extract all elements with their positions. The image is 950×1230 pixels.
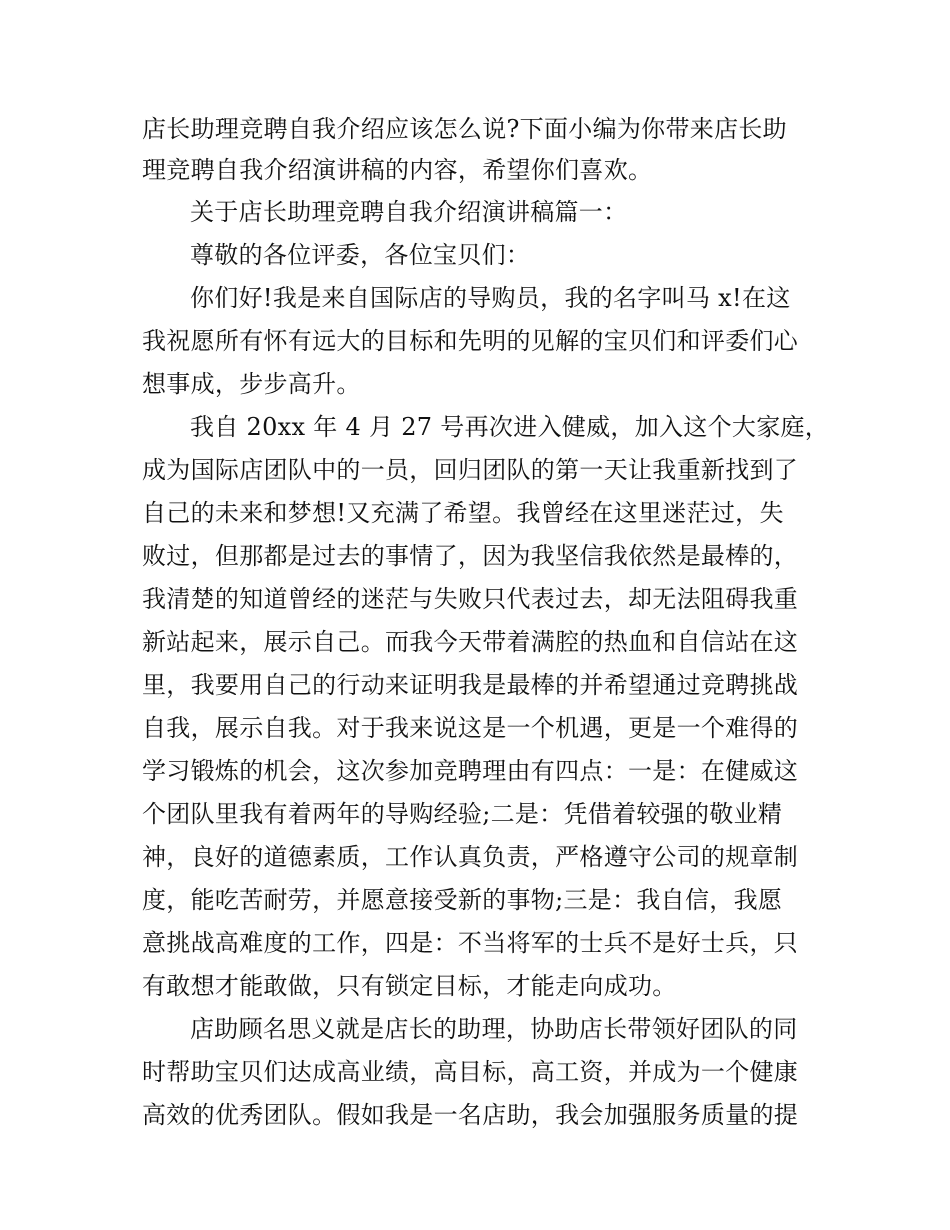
text-line: 神，良好的道德素质，工作认真负责，严格遵守公司的规章制 [142,843,799,871]
text-line: 我祝愿所有怀有远大的目标和先明的见解的宝贝们和评委们心 [142,327,799,355]
text-line: 我清楚的知道曾经的迷茫与失败只代表过去，却无法阻碍我重 [142,585,799,613]
text-line: 自我，展示自我。对于我来说这是一个机遇，更是一个难得的 [142,714,799,742]
text-line: 有敢想才能敢做，只有锁定目标，才能走向成功。 [142,972,677,1000]
section-heading: 关于店长助理竞聘自我介绍演讲稿篇一： [190,198,628,226]
text-line: 新站起来，展示自己。而我今天带着满腔的热血和自信站在这 [142,628,799,656]
text-line: 店助顾名思义就是店长的助理，协助店长带领好团队的同 [190,1015,798,1043]
text-line: 店长助理竞聘自我介绍应该怎么说?下面小编为你带来店长助 [142,115,787,143]
text-line: 成为国际店团队中的一员，回归团队的第一天让我重新找到了 [142,456,799,484]
text-line: 理竞聘自我介绍演讲稿的内容，希望你们喜欢。 [142,156,653,184]
text-line: 意挑战高难度的工作，四是：不当将军的士兵不是好士兵，只 [142,929,799,957]
salutation: 尊敬的各位评委，各位宝贝们： [190,241,531,269]
text-line: 时帮助宝贝们达成高业绩，高目标，高工资，并成为一个健康 [142,1058,799,1086]
text-line: 高效的优秀团队。假如我是一名店助，我会加强服务质量的提 [142,1101,799,1129]
text-line: 我自 20xx 年 4 月 27 号再次进入健威，加入这个大家庭， [190,413,830,441]
text-line: 你们好!我是来自国际店的导购员，我的名字叫马 x!在这 [190,284,791,312]
text-line: 自己的未来和梦想!又充满了希望。我曾经在这里迷茫过，失 [142,499,784,527]
text-line: 学习锻炼的机会，这次参加竞聘理由有四点：一是：在健威这 [142,757,799,785]
text-line: 度，能吃苦耐劳，并愿意接受新的事物;三是：我自信，我愿 [142,886,783,914]
text-line: 个团队里我有着两年的导购经验;二是：凭借着较强的敬业精 [142,800,783,828]
text-line: 里，我要用自己的行动来证明我是最棒的并希望通过竞聘挑战 [142,671,799,699]
text-line: 想事成，步步高升。 [142,370,361,398]
text-line: 败过，但那都是过去的事情了，因为我坚信我依然是最棒的， [142,542,799,570]
